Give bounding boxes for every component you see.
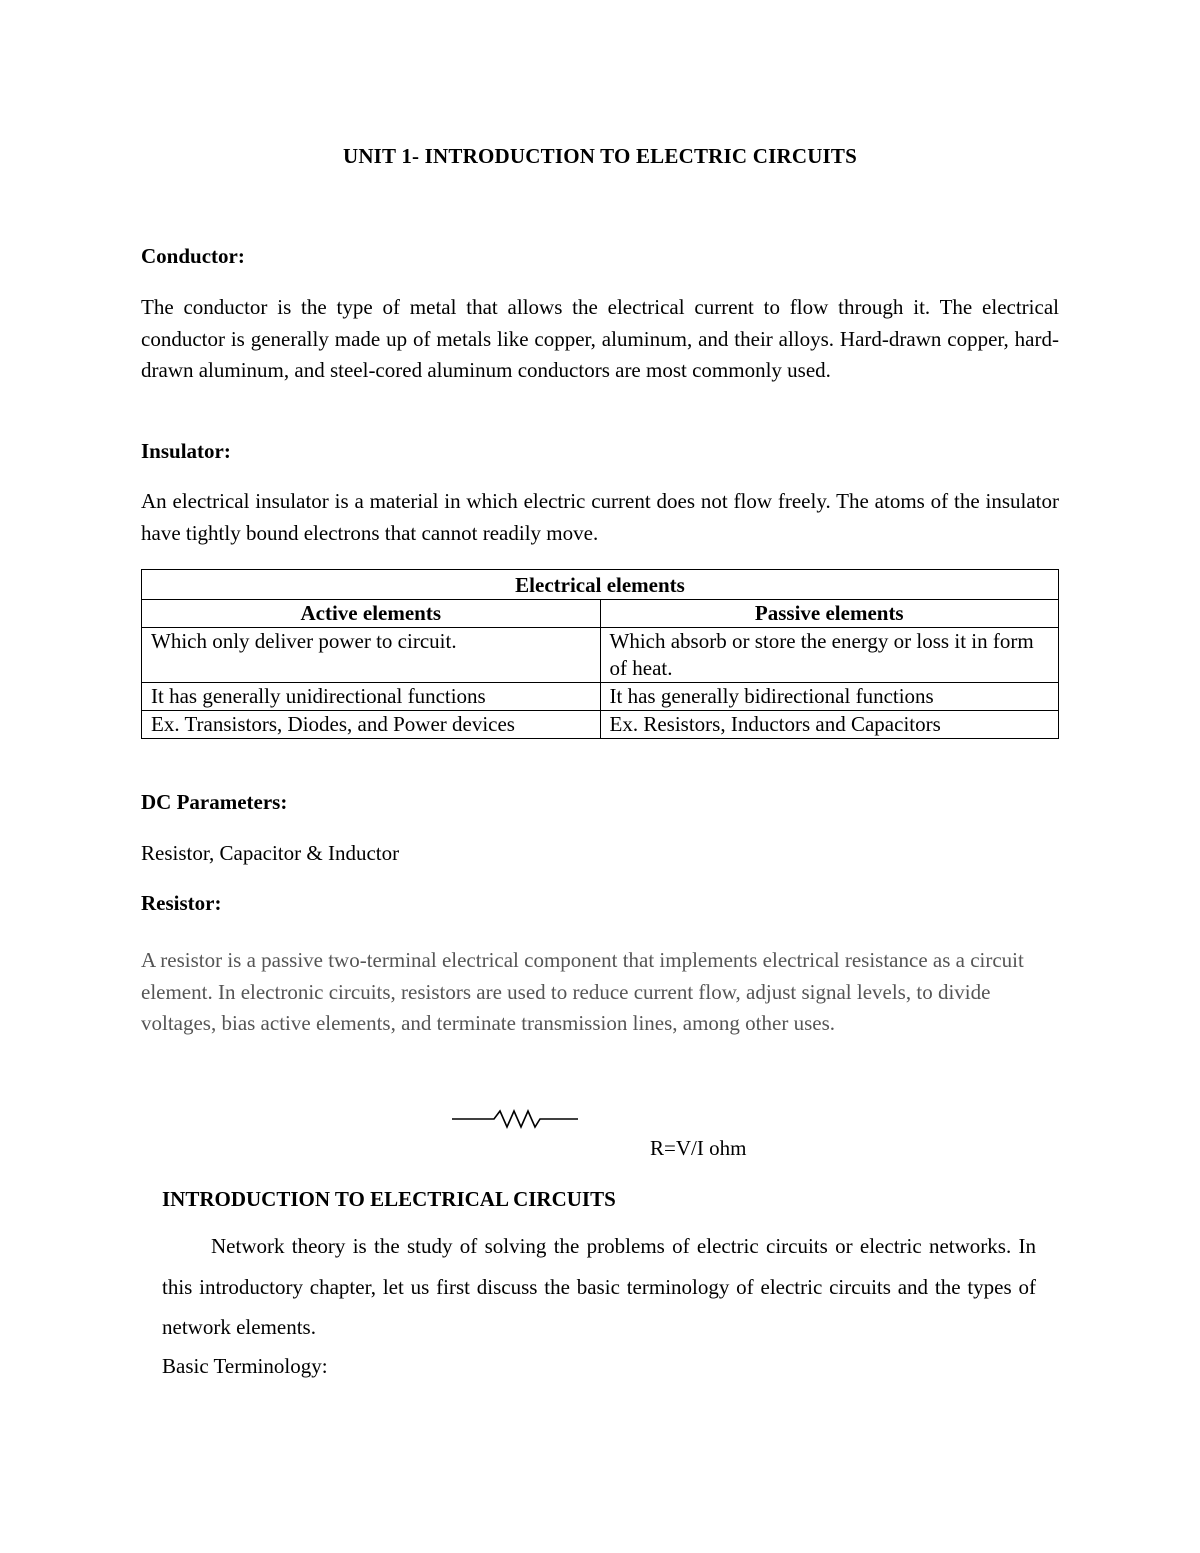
table-cell: Ex. Transistors, Diodes, and Power devices [142, 711, 601, 739]
table-cell: Ex. Resistors, Inductors and Capacitors [600, 711, 1059, 739]
conductor-paragraph: The conductor is the type of metal that allows the electrical current to flow through it. The electrical conductor is generally made up of metals like copper, aluminum, and their alloys. Hard-drawn copper, hard-drawn aluminum, and steel-cored aluminum conductors are most commonly used. [141, 295, 1059, 382]
table-row [142, 628, 1059, 683]
table-row [142, 711, 1059, 739]
dc-parameters-heading: DC Parameters: [141, 790, 288, 814]
resistance-formula: R=V/I ohm [650, 1136, 747, 1160]
intro-heading: INTRODUCTION TO ELECTRICAL CIRCUITS [162, 1187, 616, 1211]
resistor-heading: Resistor: [141, 891, 222, 915]
intro-paragraph: Network theory is the study of solving the problems of electric circuits or electric networks. In this introductory chapter, let us first discuss the basic terminology of electric circuits and the types of network elements. [162, 1234, 1036, 1339]
resistor-symbol-icon [450, 1104, 580, 1134]
column-header-passive: Passive elements [600, 600, 1059, 628]
table-header-row [142, 600, 1059, 628]
table-row [142, 683, 1059, 711]
insulator-heading: Insulator: [141, 439, 231, 463]
table-cell: Which absorb or store the energy or loss it in form of heat. [600, 628, 1059, 683]
conductor-heading: Conductor: [141, 244, 245, 268]
basic-terminology-label: Basic Terminology: [162, 1354, 328, 1378]
electrical-elements-table [141, 569, 1059, 739]
page-title: UNIT 1- INTRODUCTION TO ELECTRIC CIRCUITS [342, 144, 858, 168]
insulator-paragraph: An electrical insulator is a material in which electric current does not flow freely. The atoms of the insulator have tightly bound electrons that cannot readily move. [141, 489, 1059, 545]
dc-parameters-text: Resistor, Capacitor & Inductor [141, 841, 400, 865]
table-caption: Electrical elements [142, 570, 1059, 600]
table-cell: It has generally bidirectional functions [600, 683, 1059, 711]
resistor-paragraph: A resistor is a passive two-terminal electrical component that implements electrical resistance as a circuit element. In electronic circuits, resistors are used to reduce current flow, adjust signal levels, to divide voltages, bias active elements, and terminate transmission lines, among other uses. [141, 948, 1024, 1035]
table-cell: Which only deliver power to circuit. [142, 628, 601, 683]
column-header-active: Active elements [142, 600, 601, 628]
table-cell: It has generally unidirectional functions [142, 683, 601, 711]
table-caption-row [142, 570, 1059, 600]
